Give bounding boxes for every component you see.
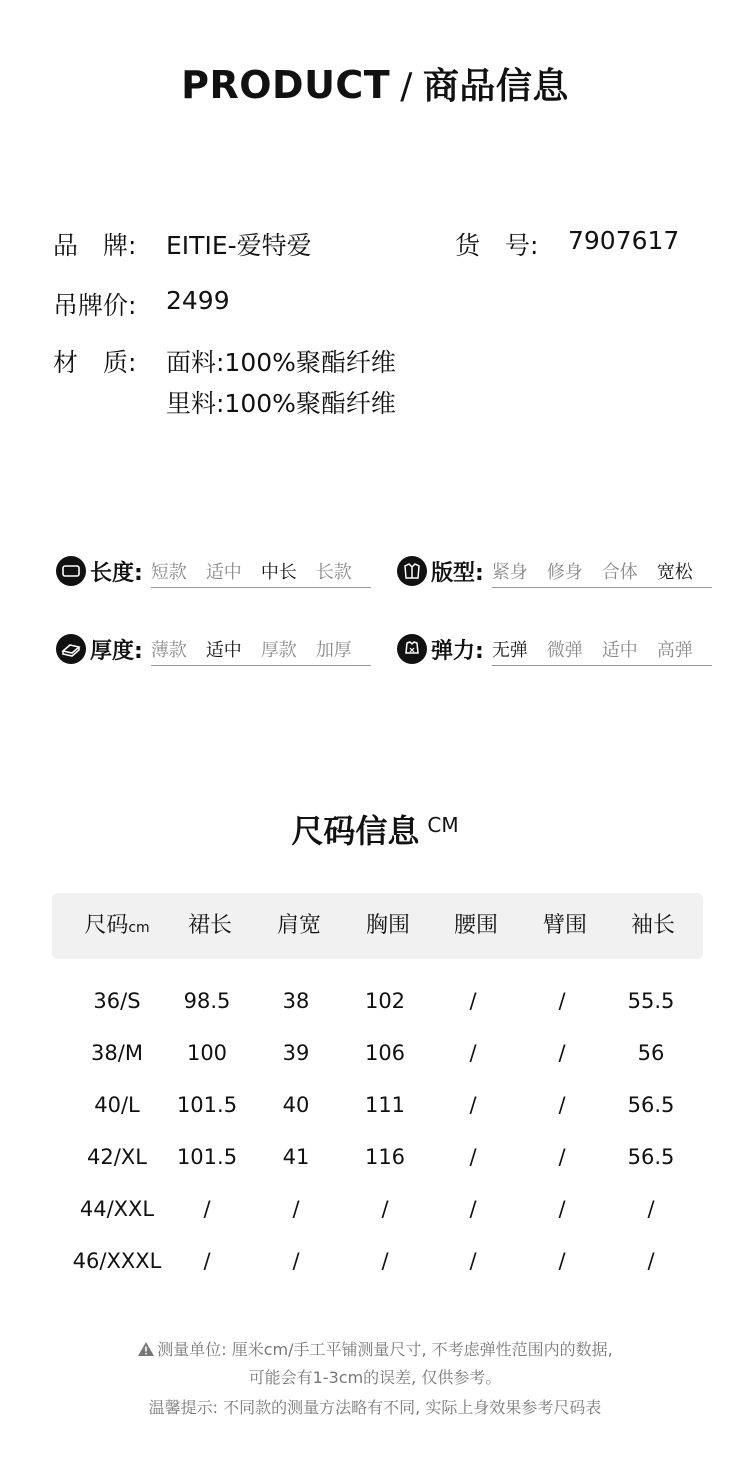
warning-icon [137, 1341, 155, 1357]
elasticity-option-selected: 无弹 [491, 640, 528, 661]
size-cell: / [469, 1197, 477, 1221]
header-col: 臂围 [542, 913, 587, 938]
brand-value: EITIE-爱特爱 [166, 231, 312, 260]
size-row-label: 38/M [91, 1041, 143, 1065]
size-title-text: 尺码信息 [291, 812, 420, 850]
size-cell: / [381, 1249, 389, 1273]
size-section-title [0, 806, 750, 852]
title-cn: 商品信息 [422, 66, 569, 107]
brand-label: 品 牌: [53, 231, 137, 260]
length-option: 适中 [205, 562, 242, 583]
thickness-icon [56, 634, 86, 664]
size-cell: 39 [282, 1041, 310, 1065]
note-line-1 [0, 1337, 750, 1360]
size-cell: 56.5 [627, 1145, 675, 1169]
size-row-label: 42/XL [87, 1145, 147, 1169]
size-cell: 41 [282, 1145, 310, 1169]
attr-fit-label: 版型: [431, 560, 484, 586]
sku-value: 7907617 [568, 226, 680, 255]
elasticity-option: 微弹 [546, 640, 583, 661]
header-col: 肩宽 [276, 913, 321, 938]
size-cell: / [292, 1249, 300, 1273]
size-cell: / [558, 989, 566, 1013]
size-row-label: 36/S [93, 989, 141, 1013]
size-row-label: 40/L [94, 1093, 140, 1117]
attr-elasticity-label: 弹力: [431, 638, 484, 664]
note-line-3: 温馨提示: 不同款的测量方法略有不同, 实际上身效果参考尺码表 [148, 1398, 602, 1417]
length-option: 长款 [315, 562, 352, 583]
size-cell: / [469, 1145, 477, 1169]
size-row-label: 44/XXL [79, 1197, 155, 1221]
fit-icon [397, 556, 427, 586]
length-underline [151, 587, 371, 588]
header-col: 袖长 [630, 913, 675, 938]
price-value: 2499 [166, 286, 230, 315]
size-cell: 56.5 [627, 1093, 675, 1117]
length-options [151, 558, 371, 584]
material-line-1: 面料:100%聚酯纤维 [166, 348, 396, 377]
header-col: 腰围 [453, 913, 498, 938]
size-cell: / [469, 1093, 477, 1117]
attr-fit [397, 554, 712, 588]
fit-underline [492, 587, 712, 588]
thickness-option: 加厚 [315, 640, 352, 661]
attr-elasticity [397, 632, 712, 666]
size-cell: / [647, 1197, 655, 1221]
size-cell: 106 [364, 1041, 406, 1065]
size-cell: 111 [364, 1093, 406, 1117]
size-cell: / [203, 1249, 211, 1273]
fit-option: 紧身 [491, 562, 528, 583]
header-size-unit: cm [128, 920, 150, 936]
size-cell: / [558, 1249, 566, 1273]
note-line-1-text: 测量单位: 厘米cm/手工平铺测量尺寸, 不考虑弹性范围内的数据, [157, 1340, 613, 1359]
size-cell: / [469, 1249, 477, 1273]
attr-length-label: 长度: [90, 560, 143, 586]
size-cell: / [292, 1197, 300, 1221]
title-en: PRODUCT [181, 63, 391, 107]
attr-length [56, 554, 371, 588]
header-col: 裙长 [187, 913, 232, 938]
header-size-label: 尺码 [84, 913, 129, 938]
size-cell: 98.5 [183, 989, 231, 1013]
fit-option-selected: 宽松 [656, 562, 693, 583]
size-cell: / [647, 1249, 655, 1273]
thickness-option: 厚款 [260, 640, 297, 661]
size-cell: 101.5 [176, 1093, 238, 1117]
attr-thickness-label: 厚度: [90, 638, 143, 664]
size-cell: / [381, 1197, 389, 1221]
elasticity-option: 适中 [601, 640, 638, 661]
header-col: 胸围 [365, 913, 410, 938]
thickness-underline [151, 665, 371, 666]
size-row-label: 46/XXXL [72, 1249, 162, 1273]
elasticity-underline [492, 665, 712, 666]
size-cell: 102 [364, 989, 406, 1013]
size-cell: / [558, 1093, 566, 1117]
length-option-selected: 中长 [260, 562, 297, 583]
fit-options [492, 558, 712, 584]
title-separator: / [400, 66, 413, 107]
size-table-header [52, 893, 703, 959]
size-cell: 38 [282, 989, 310, 1013]
note-line-2: 可能会有1-3cm的误差, 仅供参考。 [248, 1368, 502, 1387]
material-line-2: 里料:100%聚酯纤维 [166, 389, 396, 418]
elasticity-options [492, 636, 712, 662]
size-cell: 116 [364, 1145, 406, 1169]
size-cell: 55.5 [627, 989, 675, 1013]
length-option: 短款 [150, 562, 187, 583]
thickness-options [151, 636, 371, 662]
length-icon [56, 556, 86, 586]
page-title [0, 58, 750, 109]
elasticity-icon [397, 634, 427, 664]
size-cell: 101.5 [176, 1145, 238, 1169]
material-label: 材 质: [53, 348, 137, 377]
fit-option: 合体 [601, 562, 638, 583]
thickness-option: 薄款 [150, 640, 187, 661]
size-cell: / [558, 1197, 566, 1221]
size-cell: 100 [186, 1041, 228, 1065]
sku-label: 货 号: [455, 231, 539, 260]
elasticity-option: 高弹 [656, 640, 693, 661]
size-cell: 56 [637, 1041, 665, 1065]
header-size [72, 893, 162, 959]
size-title-unit: CM [427, 813, 459, 837]
size-cell: / [469, 989, 477, 1013]
price-label: 吊牌价: [53, 291, 137, 320]
size-cell: / [203, 1197, 211, 1221]
attr-thickness [56, 632, 371, 666]
size-cell: 40 [282, 1093, 310, 1117]
size-cell: / [558, 1041, 566, 1065]
thickness-option-selected: 适中 [205, 640, 242, 661]
fit-option: 修身 [546, 562, 583, 583]
size-cell: / [469, 1041, 477, 1065]
size-cell: / [558, 1145, 566, 1169]
